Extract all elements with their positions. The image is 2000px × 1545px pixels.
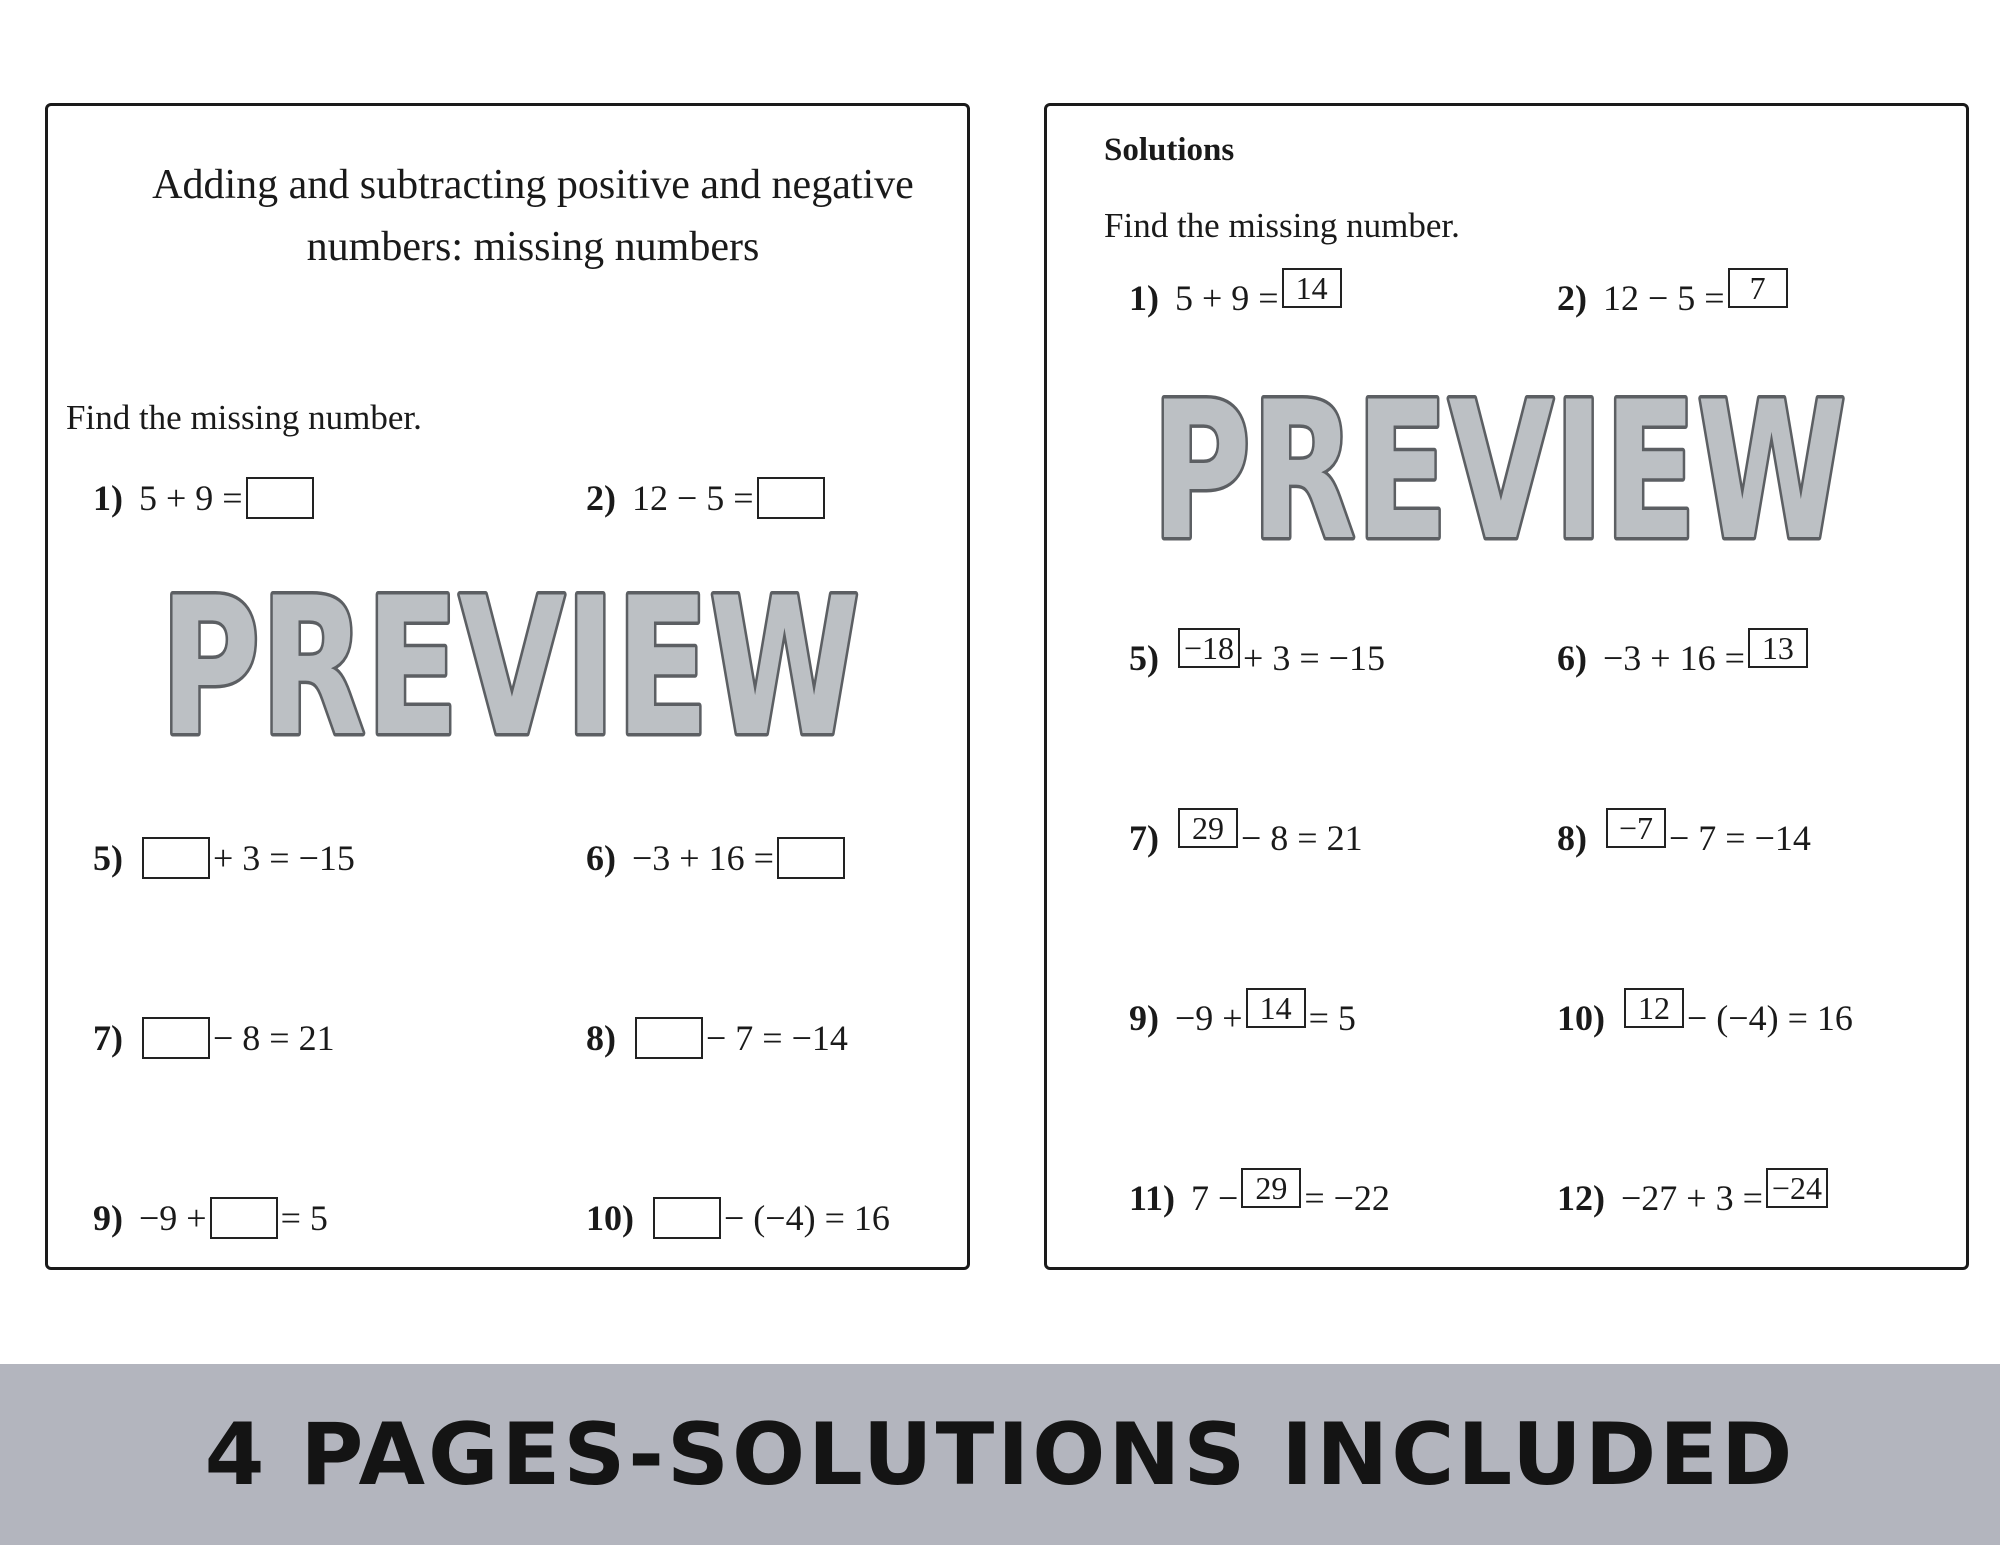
answer-value: −18 <box>1178 628 1240 668</box>
solutions-page <box>1044 103 1969 1270</box>
answer-box[interactable] <box>210 1197 278 1239</box>
answer-value: 14 <box>1246 988 1306 1028</box>
answer-value: 14 <box>1282 268 1342 308</box>
answer-value: 12 <box>1624 988 1684 1028</box>
answer-value: 29 <box>1178 808 1238 848</box>
preview-watermark <box>150 557 870 778</box>
solutions-instruction: Find the missing number. <box>1104 206 1460 245</box>
answer-box[interactable] <box>142 837 210 879</box>
problem-2: 2) 12 − 5 = <box>586 473 828 523</box>
answer-box[interactable] <box>777 837 845 879</box>
problem-7: 7) − 8 = 21 <box>93 1018 335 1058</box>
solution-9: 9) −9 + 14 = 5 <box>1129 990 1356 1038</box>
problem-10: 10) − (−4) = 16 <box>586 1198 890 1238</box>
solution-11: 11) 7 − 29 = −22 <box>1129 1170 1390 1218</box>
worksheet-instruction: Find the missing number. <box>66 398 422 437</box>
answer-box[interactable] <box>246 477 314 519</box>
banner-text: 4 PAGES-SOLUTIONS INCLUDED <box>204 1404 1796 1505</box>
problem-9: 9) −9 + = 5 <box>93 1198 328 1238</box>
answer-box[interactable] <box>635 1017 703 1059</box>
answer-box[interactable] <box>757 477 825 519</box>
answer-box[interactable] <box>142 1017 210 1059</box>
answer-value: 29 <box>1241 1168 1301 1208</box>
worksheet-title: Adding and subtracting positive and negative numbers: missing numbers <box>152 162 914 270</box>
solution-10: 10) 12 − (−4) = 16 <box>1557 990 1853 1038</box>
svg-text:PREVIEW: PREVIEW <box>160 557 860 778</box>
problem-5: 5) + 3 = −15 <box>93 838 355 878</box>
answer-value: 13 <box>1748 628 1808 668</box>
answer-value: 7 <box>1728 268 1788 308</box>
answer-value: −7 <box>1606 808 1666 848</box>
solution-5: 5) −18 + 3 = −15 <box>1129 630 1385 678</box>
solution-7: 7) 29 − 8 = 21 <box>1129 810 1363 858</box>
answer-box[interactable] <box>653 1197 721 1239</box>
problem-6: 6) −3 + 16 = <box>586 833 848 883</box>
solution-6: 6) −3 + 16 = 13 <box>1557 633 1811 683</box>
preview-watermark <box>1142 361 1857 582</box>
solution-1: 1) 5 + 9 = 14 <box>1129 273 1345 323</box>
answer-value: −24 <box>1766 1168 1828 1208</box>
solution-8: 8) −7 − 7 = −14 <box>1557 810 1811 858</box>
svg-text:PREVIEW: PREVIEW <box>1151 361 1847 582</box>
problem-8: 8) − 7 = −14 <box>586 1018 848 1058</box>
solution-12: 12) −27 + 3 = −24 <box>1557 1173 1831 1223</box>
solution-2: 2) 12 − 5 = 7 <box>1557 273 1791 323</box>
solutions-heading: Solutions <box>1104 132 1235 168</box>
bottom-banner <box>0 1364 2000 1545</box>
problem-1: 1) 5 + 9 = <box>93 473 317 523</box>
